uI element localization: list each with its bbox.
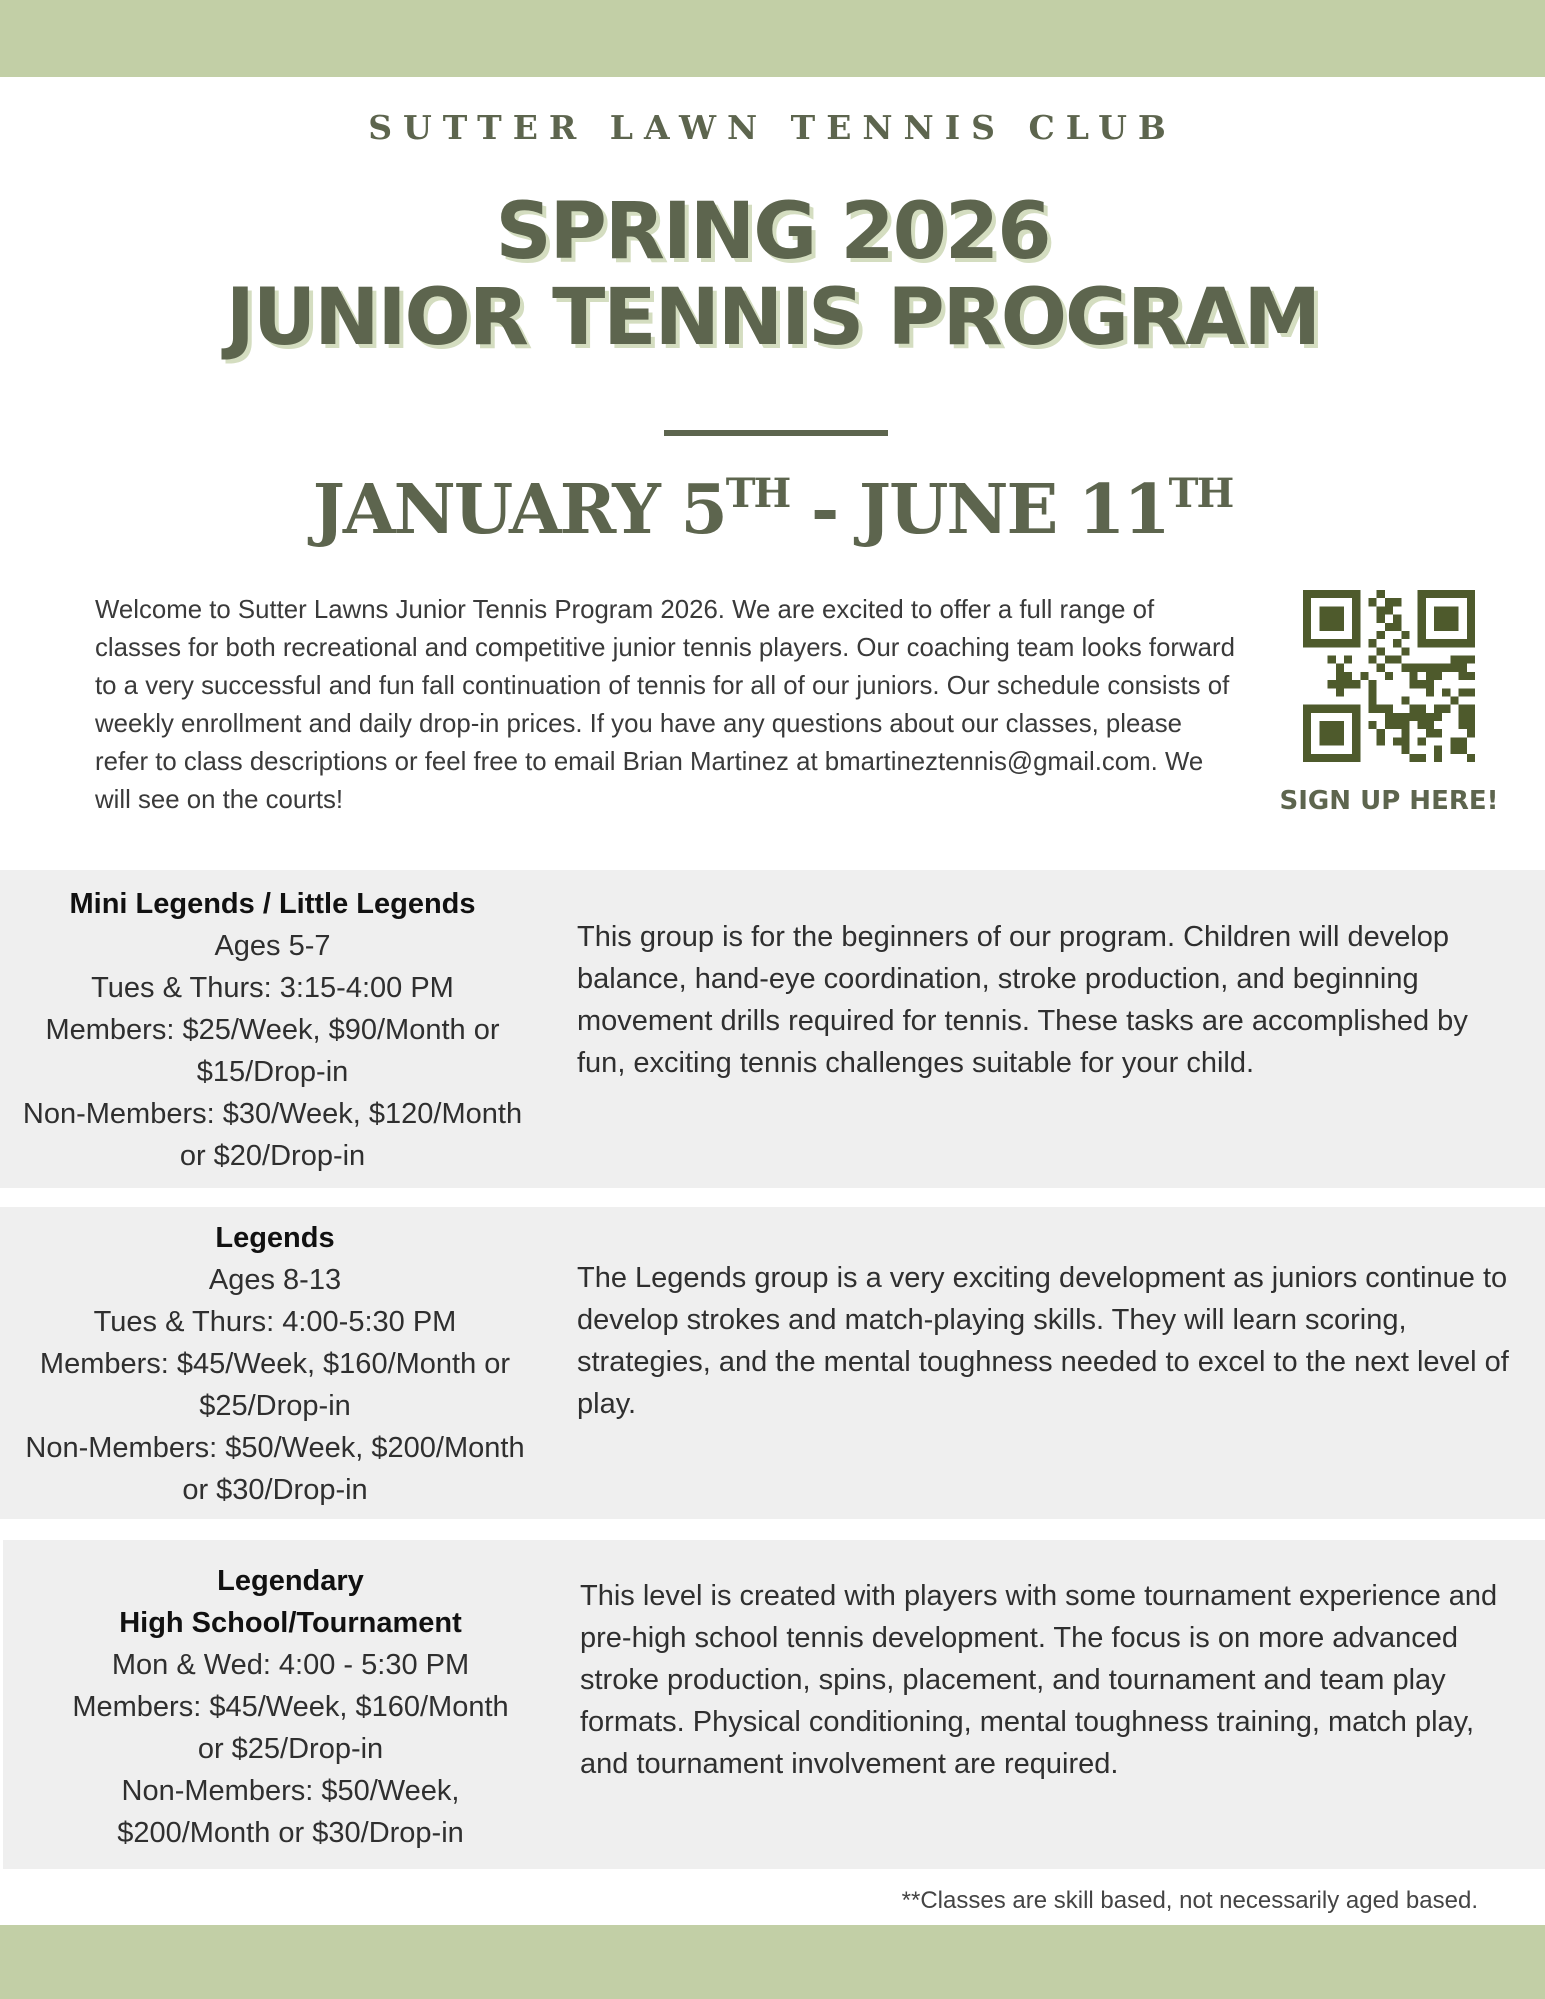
member-pricing: Members: $45/Week, $160/Month or $25/Drop-in — [72, 1691, 509, 1765]
end-date-suffix: TH — [1168, 470, 1233, 517]
non-member-pricing: Non-Members: $50/Week, $200/Month or $30/Drop-in — [25, 1432, 525, 1506]
program-dates — [0, 470, 1545, 550]
program-subtitle: High School/Tournament — [119, 1607, 462, 1639]
page-title-line2: JUNIOR TENNIS PROGRAM — [225, 273, 1320, 363]
top-banner — [0, 0, 1545, 77]
program-description: This level is created with players with some tournament experience and pre-high school tennis development. The focus is on more advanced stroke production, spins, placement, and tournament and team play formats. Physical conditioning, mental toughness training, match play, and tournament involvement are required. — [580, 1580, 1498, 1780]
non-member-pricing: Non-Members: $50/Week, $200/Month or $30/Drop-in — [117, 1775, 464, 1849]
program-name: Mini Legends / Little Legends — [69, 888, 476, 920]
program-ages: Ages 8-13 — [208, 1264, 342, 1296]
program-schedule: Mon & Wed: 4:00 - 5:30 PM — [111, 1649, 470, 1681]
non-member-pricing: Non-Members: $30/Week, $120/Month or $20/Drop-in — [22, 1098, 523, 1172]
title-divider — [664, 430, 888, 436]
page-title-line1: SPRING 2026 — [495, 187, 1050, 277]
member-pricing: Members: $45/Week, $160/Month or $25/Drop-in — [39, 1348, 511, 1422]
footnote: **Classes are skill based, not necessarily aged based. — [901, 1887, 1478, 1914]
program-schedule: Tues & Thurs: 4:00-5:30 PM — [93, 1306, 457, 1338]
start-date: JANUARY 5 — [312, 470, 726, 550]
program-info — [20, 883, 525, 1177]
sign-up-link[interactable]: SIGN UP HERE! — [1279, 786, 1499, 816]
program-card-mini-legends — [0, 870, 1545, 1188]
program-info — [63, 1560, 518, 1854]
program-schedule: Tues & Thurs: 3:15-4:00 PM — [91, 972, 454, 1004]
program-info — [20, 1217, 530, 1511]
start-date-suffix: TH — [725, 470, 790, 517]
program-card-legendary — [3, 1540, 1545, 1869]
qr-code-icon[interactable] — [1303, 590, 1475, 762]
club-name: SUTTER LAWN TENNIS CLUB — [368, 108, 1177, 147]
program-ages: Ages 5-7 — [214, 930, 331, 962]
bottom-banner — [0, 1925, 1545, 1999]
program-name: Legendary — [217, 1565, 364, 1597]
program-description: This group is for the beginners of our program. Children will develop balance, hand-eye coordination, stroke production, and beginning movement drills required for tennis. These tasks are accomplished by fun, exciting tennis challenges suitable for your child. — [577, 921, 1468, 1079]
end-date: JUNE 11 — [858, 470, 1169, 550]
program-card-legends — [0, 1207, 1545, 1519]
intro-paragraph: Welcome to Sutter Lawns Junior Tennis Program 2026. We are excited to offer a full range of classes for both recreational and competitive junior tennis players. Our coaching team looks forward to a very successful and fun fall continuation of tennis for all of our juniors. Our schedule consists of weekly enrollment and daily drop-in prices. If you have any questions about our classes, please refer to class descriptions or feel free to email Brian Martinez at bmartineztennis@gmail.com. We will see on the courts! — [95, 596, 1235, 814]
program-name: Legends — [215, 1222, 335, 1254]
program-description: The Legends group is a very exciting development as juniors continue to develop strokes and match-playing skills. They will learn scoring, strategies, and the mental toughness needed to excel to the next level of play. — [577, 1262, 1509, 1420]
member-pricing: Members: $25/Week, $90/Month or $15/Drop-in — [45, 1014, 500, 1088]
date-separator: - — [789, 470, 859, 550]
